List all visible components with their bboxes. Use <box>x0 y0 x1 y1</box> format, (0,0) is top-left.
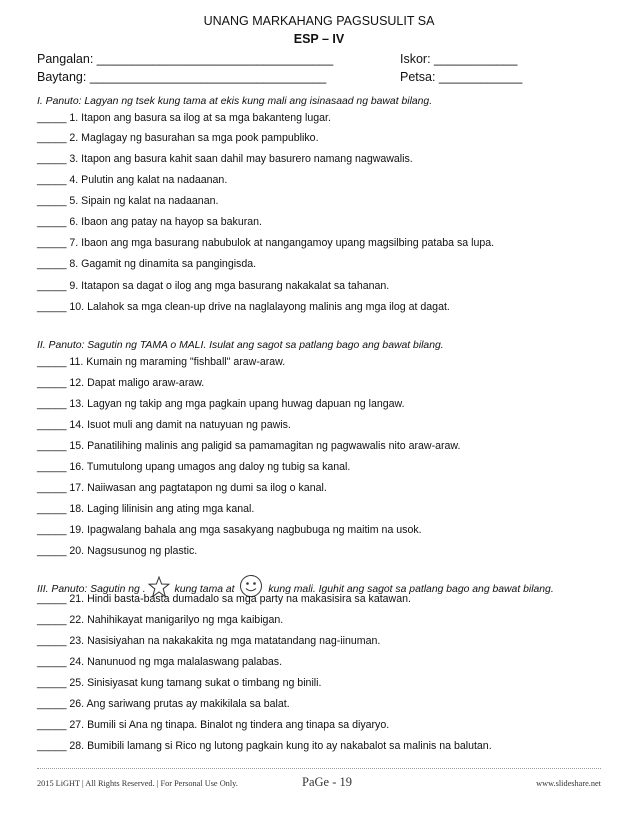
question-item: _____ 27. Bumili si Ana ng tinapa. Binalot ng tindera ang tinapa sa diyaryo. <box>37 719 390 731</box>
question-item: _____ 18. Laging lilinisin ang ating mga kanal. <box>37 503 255 515</box>
question-item: _____ 16. Tumutulong upang umagos ang daloy ng tubig sa kanal. <box>37 461 351 473</box>
iskor-label: Iskor: <box>400 52 431 66</box>
section3-instruction-b: kung tama at <box>171 584 238 595</box>
question-item: _____ 24. Nanunuod ng mga malalaswang palabas. <box>37 656 283 668</box>
footer-source: www.slideshare.net <box>536 779 601 788</box>
question-item: _____ 14. Isuot muli ang damit na natuyuan ng pawis. <box>37 419 291 431</box>
question-item: _____ 1. Itapon ang basura sa ilog at sa mga bakanteng lugar. <box>37 112 331 124</box>
exam-title: UNANG MARKAHANG PAGSUSULIT SA <box>203 14 435 28</box>
question-item: _____ 22. Nahihikayat manigarilyo ng mga kaibigan. <box>37 614 284 626</box>
question-item: _____ 20. Nagsusunog ng plastic. <box>37 545 198 557</box>
question-item: _____ 15. Panatilihing malinis ang paligid sa pamamagitan ng pagwawalis nito araw-araw. <box>37 440 461 452</box>
footer-divider <box>37 768 601 769</box>
question-item: _____ 19. Ipagwalang bahala ang mga sasakyang nagbubuga ng maitim na usok. <box>37 524 422 536</box>
iskor-field <box>400 52 517 66</box>
pangalan-field <box>37 52 333 66</box>
petsa-line: ____________ <box>435 70 523 84</box>
question-item: _____ 17. Naiiwasan ang pagtatapon ng dumi sa ilog o kanal. <box>37 482 327 494</box>
question-item: _____ 26. Ang sariwang prutas ay makikilala sa balat. <box>37 698 290 710</box>
question-item: _____ 12. Dapat maligo araw-araw. <box>37 377 205 389</box>
footer-copyright: 2015 LiGHT | All Rights Reserved. | For Personal Use Only. <box>37 779 238 788</box>
question-item: _____ 7. Ibaon ang mga basurang nabubulok at nangangamoy upang magsilbing pataba sa lupa. <box>37 237 495 249</box>
question-item: _____ 23. Nasisiyahan na nakakakita ng mga matatandang nag-iinuman. <box>37 635 381 647</box>
question-item: _____ 21. Hindi basta-basta dumadalo sa mga party na makasisira sa katawan. <box>37 593 411 605</box>
question-item: _____ 11. Kumain ng maraming "fishball" araw-araw. <box>37 356 286 368</box>
baytang-field <box>37 70 326 84</box>
question-item: _____ 8. Gagamit ng dinamita sa pangingisda. <box>37 258 257 270</box>
question-item: _____ 4. Pulutin ang kalat na nadaanan. <box>37 174 228 186</box>
exam-subject: ESP – IV <box>293 32 345 46</box>
question-item: _____ 6. Ibaon ang patay na hayop sa bakuran. <box>37 216 263 228</box>
question-item: _____ 28. Bumibili lamang si Rico ng lutong pagkain kung ito ay nakabalot sa malinis na balutan. <box>37 740 492 752</box>
baytang-line: __________________________________ <box>86 70 327 84</box>
question-item: _____ 5. Sipain ng kalat na nadaanan. <box>37 195 219 207</box>
baytang-label: Baytang: <box>37 70 87 84</box>
pangalan-line: __________________________________ <box>93 52 334 66</box>
section1-instruction: I. Panuto: Lagyan ng tsek kung tama at ekis kung mali ang isinasaad ng bawat bilang. <box>37 96 433 107</box>
section3-instruction-a: III. Panuto: Sagutin ng . <box>37 584 146 595</box>
question-item: _____ 2. Maglagay ng basurahan sa mga pook pampubliko. <box>37 132 319 144</box>
section3-instruction-c: kung mali. Iguhit ang sagot sa patlang bago ang bawat bilang. <box>265 584 554 595</box>
question-item: _____ 25. Sinisiyasat kung tamang sukat o timbang ng binili. <box>37 677 322 689</box>
question-item: _____ 10. Lalahok sa mga clean-up drive na naglalayong malinis ang mga ilog at dagat. <box>37 301 450 313</box>
iskor-line: ____________ <box>430 52 518 66</box>
question-item: _____ 3. Itapon ang basura kahit saan dahil may basurero namang nagwawalis. <box>37 153 413 165</box>
page-number: PaGe - 19 <box>302 775 352 789</box>
pangalan-label: Pangalan: <box>37 52 94 66</box>
question-item: _____ 13. Lagyan ng takip ang mga pagkain upang huwag dapuan ng langaw. <box>37 398 405 410</box>
section2-instruction: II. Panuto: Sagutin ng TAMA o MALI. Isulat ang sagot sa patlang bago ang bawat bilang. <box>37 340 444 351</box>
question-item: _____ 9. Itatapon sa dagat o ilog ang mga basurang nakakalat sa tahanan. <box>37 280 390 292</box>
petsa-field <box>400 70 522 84</box>
petsa-label: Petsa: <box>400 70 436 84</box>
